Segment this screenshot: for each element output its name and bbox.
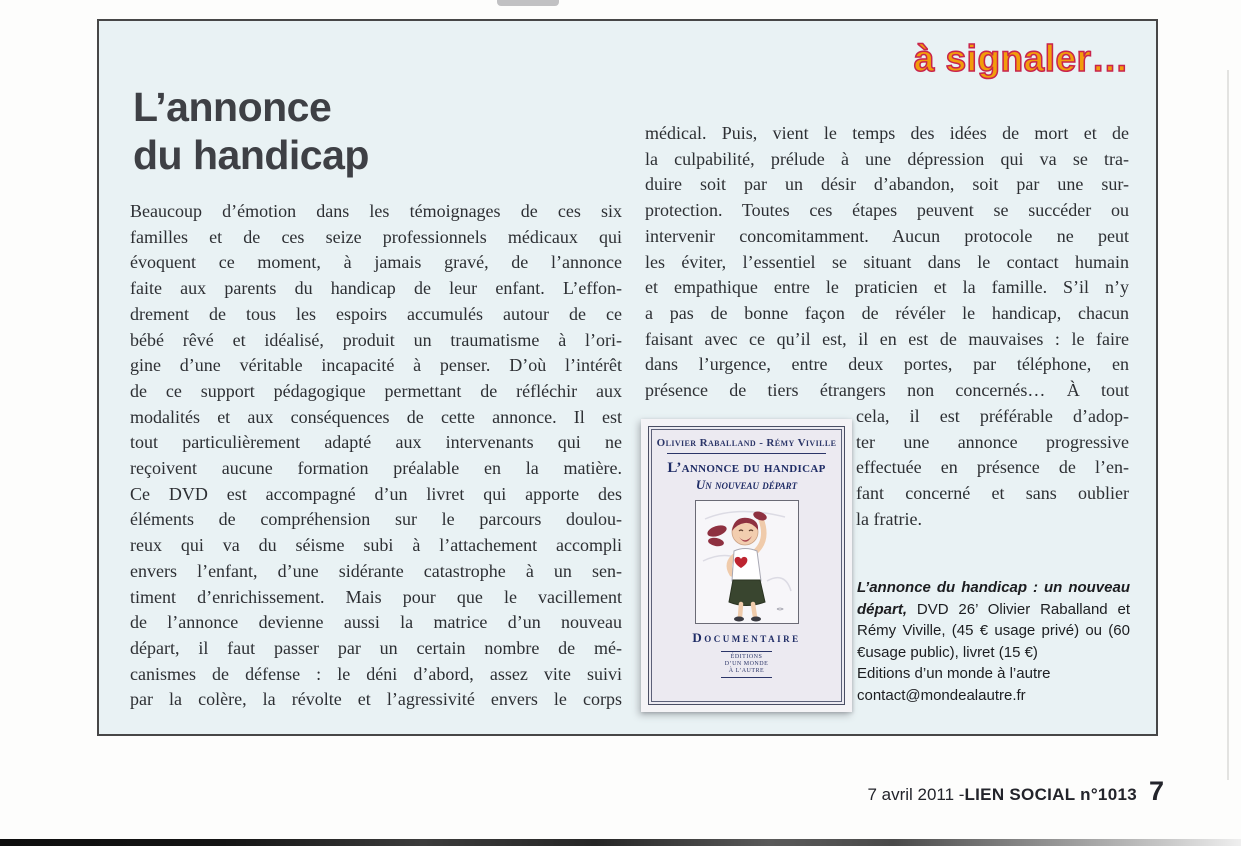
text-line: fant concerné et sans oublier: [856, 483, 1129, 504]
caption-title: L’annonce du handicap : un nouveau départ,: [857, 579, 1130, 618]
text-line: éléments de compréhension sur le parcours doulou-: [130, 509, 622, 530]
article-title-line1: L’annonce: [133, 84, 332, 130]
text-line: tout particulièrement adapté aux intervenants qui ne: [130, 432, 622, 453]
text-line: effectuée en présence de l’en-: [856, 457, 1129, 478]
text-line: intervenir concomitamment. Aucun protocole ne peut: [645, 225, 1129, 246]
scan-artifact-top: [497, 0, 559, 6]
article-title-line2: du handicap: [133, 132, 369, 178]
text-line: de ce support pédagogique permettant de réfléchir aux: [130, 380, 622, 401]
text-line: la culpabilité, prélude à une dépression qui va se tra-: [645, 148, 1129, 169]
scan-artifact-bottom: [0, 839, 1241, 846]
text-line: de l’annonce devienne aussi la matrice d’un nouveau: [130, 612, 622, 633]
text-line: familles et de ces seize professionnels médicaux qui: [130, 226, 622, 247]
text-line: Beaucoup d’émotion dans les témoignages de ces six: [130, 201, 622, 221]
footer-magazine: LIEN SOCIAL n°1013: [964, 785, 1137, 804]
text-line: bébé rêvé et idéalisé, produit un traumatisme à l’ori-: [130, 329, 622, 350]
dvd-subtitle: Un nouveau départ: [695, 477, 798, 492]
divider: [667, 453, 827, 454]
page-footer: [867, 776, 1164, 807]
text-line: faisant avec ce qu’il est, il en est de mauvaises : le faire: [645, 328, 1129, 349]
article-left-column: [130, 199, 622, 713]
text-line: drement de tous les espoirs accumulés autour de ce: [130, 303, 622, 324]
text-line: et empathique entre le praticien et la famille. S’il n’y: [645, 277, 1129, 298]
dvd-cover-photo: [641, 419, 852, 712]
publisher-logo: [721, 651, 773, 678]
section-label: à signaler…: [913, 38, 1129, 79]
publisher-logo-line1: ÉDITIONS: [730, 654, 763, 660]
text-line: cela, il est préférable d’adop-: [856, 406, 1129, 426]
text-line: a pas de bonne façon de révéler le handicap, chacun: [645, 302, 1129, 323]
text-line: présence de tiers étrangers non concernés… À tout: [645, 380, 1129, 401]
publisher-logo-line2: D’UN MONDE: [724, 661, 769, 667]
text-line: la fratrie.: [856, 508, 922, 529]
article-title: [133, 83, 369, 179]
caption-details: DVD 26’ Olivier Raballand et Rémy Viville, (45 € usage privé) ou (60 €usage public), livret (15 €): [857, 600, 1130, 661]
dvd-caption: [857, 577, 1130, 706]
caption-paragraph: [857, 577, 1130, 663]
caption-publisher: Editions d’un monde à l’autre: [857, 665, 1051, 682]
text-line: évoquent ce moment, à jamais gravé, de l’annonce: [130, 252, 622, 273]
article-right-column: [645, 121, 1129, 404]
text-line: dans l’urgence, entre deux portes, par téléphone, en: [645, 354, 1129, 375]
dvd-authors: Olivier Raballand - Rémy Viville: [656, 437, 837, 449]
text-line: ter une annonce progressive: [856, 431, 1129, 452]
text-line: par la colère, la révolte et l’agressivité envers le corps: [130, 689, 622, 710]
text-line: timent d’enrichissement. Mais pour que le vacillement: [130, 586, 622, 607]
footer-page-number: 7: [1148, 776, 1164, 806]
text-line: départ, il faut passer par un certain nombre de mé-: [130, 637, 622, 658]
text-line: canismes de défense : le déni d’abord, assez vite suivi: [130, 663, 622, 684]
text-line: les éviter, l’essentiel se situant dans le contact humain: [645, 251, 1129, 272]
footer-date: 7 avril 2011 -: [867, 785, 965, 804]
girl-illustration: [695, 500, 799, 624]
text-line: médical. Puis, vient le temps des idées de mort et de: [645, 123, 1129, 143]
text-line: protection. Toutes ces étapes peuvent se succéder ou: [645, 200, 1129, 221]
text-line: reux qui va du séisme subi à l’attachement accompli: [130, 535, 622, 556]
dvd-genre: Documentaire: [692, 630, 801, 645]
dvd-title: L’annonce du handicap: [667, 460, 826, 476]
dvd-cover: [648, 426, 845, 705]
text-line: Ce DVD est accompagné d’un livret qui apporte des: [130, 483, 622, 504]
text-line: gine d’une véritable incapacité à penser. D’où l’intérêt: [130, 355, 622, 376]
scan-page-edge: [1227, 70, 1229, 780]
text-line: duire soit par un désir d’abandon, soit par une sur-: [645, 174, 1129, 195]
text-line: modalités et aux conséquences de cette annonce. Il est: [130, 406, 622, 427]
caption-email: contact@mondealautre.fr: [857, 686, 1026, 704]
publisher-logo-line3: À L’AUTRE: [728, 668, 765, 674]
text-line: reçoivent aucune formation préalable en la matière.: [130, 458, 622, 479]
article-wrap-column: [856, 404, 1129, 533]
text-line: faite aux parents du handicap de leur enfant. L’effon-: [130, 278, 622, 299]
text-line: envers l’enfant, d’une sidérante catastrophe à un sen-: [130, 560, 622, 581]
